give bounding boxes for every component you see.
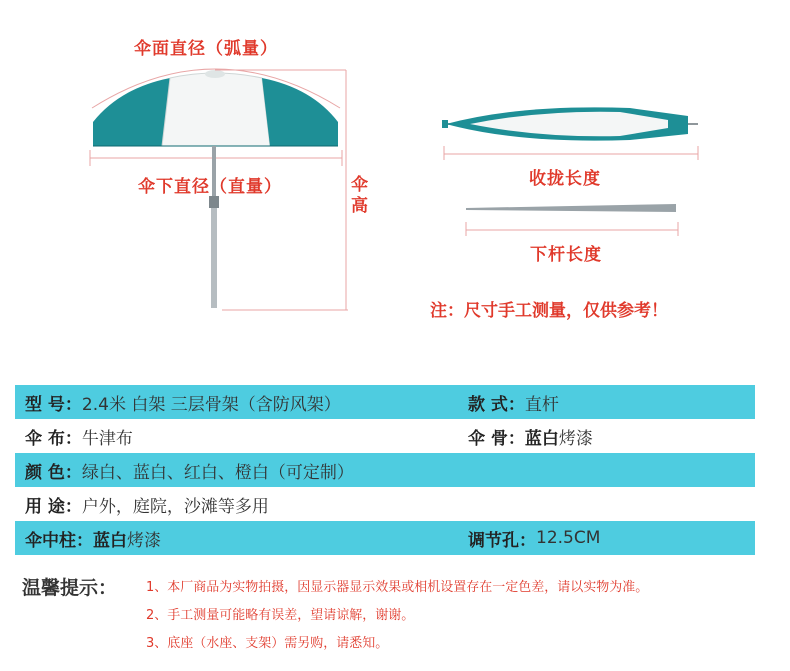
tip-item-3: 3、底座（水座、支架）需另购，请悉知。 [146,636,389,651]
spec-row-color [15,453,755,487]
spec-row-fabric [15,419,755,453]
spec-row-model [15,385,755,419]
adjust-hole-label: 调节孔： [468,530,536,551]
tips-title: 温馨提示： [22,577,118,599]
color-label: 颜 色： [25,462,82,483]
fabric-value: 牛津布 [81,428,133,449]
umbrella-pole-lower [211,208,217,308]
under-diameter-label: 伞下直径（直量） [138,177,282,197]
measurement-notice: 注：尺寸手工测量，仅供参考！ [430,301,668,321]
ribs-value-bold: 蓝白 [524,428,559,449]
canopy-white-center [162,73,270,146]
style-label: 款 式： [468,394,525,415]
lower-pole [466,204,676,212]
pole-label: 伞中柱： [25,530,93,551]
ribs-label: 伞 骨： [468,428,525,449]
umbrella-pole-joint [209,196,219,208]
color-value: 绿白、蓝白、红白、橙白（可定制） [81,462,354,483]
style-value: 直杆 [524,394,559,415]
model-label: 型 号： [25,394,82,415]
spec-row-pole [15,521,755,555]
pole-value: 烤漆 [127,530,161,551]
usage-label: 用 途： [25,496,82,517]
ribs-value: 烤漆 [558,428,593,449]
pole-value-bold: 蓝白 [93,530,127,551]
folded-length-label: 收拢长度 [529,169,601,189]
model-value: 2.4米 白架 三层骨架（含防风架） [81,394,341,415]
tip-item-1: 1、本厂商品为实物拍摄，因显示器显示效果或相机设置存在一定色差，请以实物为准。 [146,580,649,595]
canopy-top-cap [205,70,225,78]
fabric-label: 伞 布： [25,428,82,449]
usage-value: 户外，庭院，沙滩等多用 [81,496,269,517]
canopy-teal-right [262,78,338,146]
height-label-top: 伞 [351,175,369,195]
spec-row-usage [15,487,755,521]
spec-table [15,385,755,555]
canopy-teal-left [93,78,170,146]
height-label-bottom: 高 [351,196,369,216]
canopy-diameter-label: 伞面直径（弧量） [134,39,278,59]
adjust-hole-value: 12.5CM [536,528,601,548]
lower-pole-label: 下杆长度 [530,245,602,265]
tip-item-2: 2、手工测量可能略有误差，望请谅解，谢谢。 [146,608,415,623]
